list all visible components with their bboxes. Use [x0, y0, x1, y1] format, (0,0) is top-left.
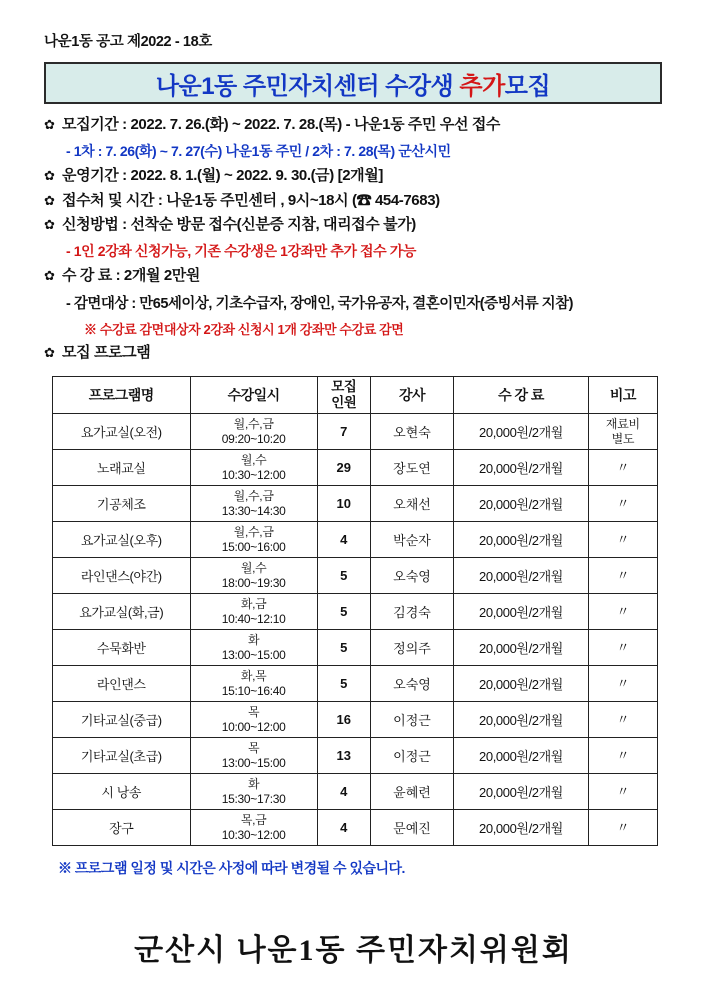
table-row — [53, 594, 658, 630]
cell-time — [190, 738, 317, 774]
cell-hours: 18:00~19:30 — [221, 575, 286, 590]
header-capacity-line1: 모집 — [331, 379, 357, 395]
table-row — [53, 702, 658, 738]
cell-time — [190, 630, 317, 666]
cell-days: 화 — [248, 632, 260, 647]
cell-hours: 10:40~12:10 — [221, 611, 286, 626]
cell-time — [190, 558, 317, 594]
cell-capacity: 29 — [317, 450, 370, 486]
cell-capacity: 4 — [317, 522, 370, 558]
cell-teacher: 오현숙 — [370, 414, 454, 450]
cell-teacher: 김경숙 — [370, 594, 454, 630]
cell-program-name: 시 낭송 — [53, 774, 191, 810]
cell-note: 〃 — [588, 594, 657, 630]
item-programs-text: 모집 프로그램 — [62, 343, 151, 361]
footnote: ※ 프로그램 일정 및 시간은 사정에 따라 변경될 수 있습니다. — [58, 860, 405, 876]
cell-days: 월,수,금 — [233, 488, 274, 503]
flower-bullet-icon: ✿ — [44, 217, 55, 233]
cell-note-line2: 별도 — [611, 431, 635, 446]
cell-program-name: 수묵화반 — [53, 630, 191, 666]
item-reception-place-text: 접수처 및 시간 : 나운1동 주민센터 , 9시~18시 (☎ 454-7683) — [62, 191, 440, 209]
discount-note: ※ 수강료 감면대상자 2강좌 신청시 1개 강좌만 수강료 감면 — [84, 321, 404, 337]
cell-fee: 20,000원/2개월 — [454, 774, 588, 810]
flower-bullet-icon: ✿ — [44, 344, 55, 360]
cell-fee: 20,000원/2개월 — [454, 558, 588, 594]
cell-days: 목,금 — [240, 812, 267, 827]
item-recruit-period-text: 모집기간 : 2022. 7. 26.(화) ~ 2022. 7. 28.(목) - 나운1동 주민 우선 접수 — [62, 116, 500, 133]
cell-teacher: 오숙영 — [370, 558, 454, 594]
cell-capacity: 13 — [317, 738, 370, 774]
flower-bullet-icon: ✿ — [44, 268, 55, 283]
cell-program-name: 요가교실(화,금) — [53, 594, 191, 630]
header-time: 수강일시 — [190, 377, 317, 414]
title-banner — [44, 62, 662, 104]
cell-note: 〃 — [588, 810, 657, 846]
cell-hours: 10:00~12:00 — [221, 719, 286, 734]
cell-hours: 13:30~14:30 — [221, 503, 286, 518]
cell-note: 〃 — [588, 522, 657, 558]
cell-note: 〃 — [588, 450, 657, 486]
item-apply-method-text: 신청방법 : 선착순 방문 접수(신분증 지참, 대리접수 불가) — [62, 216, 416, 234]
cell-hours: 15:10~16:40 — [221, 683, 286, 698]
table-row — [53, 522, 658, 558]
cell-note-line1: 재료비 — [605, 417, 640, 432]
cell-fee: 20,000원/2개월 — [454, 630, 588, 666]
cell-teacher: 박순자 — [370, 522, 454, 558]
cell-days: 목 — [248, 704, 260, 719]
header-program-name: 프로그램명 — [53, 377, 191, 414]
cell-days: 월,수,금 — [233, 416, 274, 431]
cell-time — [190, 594, 317, 630]
cell-teacher: 오채선 — [370, 486, 454, 522]
table-row — [53, 450, 658, 486]
header-capacity-line2: 인원 — [331, 395, 357, 410]
cell-hours: 13:00~15:00 — [221, 755, 286, 770]
item-recruit-period — [44, 116, 674, 135]
cell-hours: 10:30~12:00 — [221, 467, 286, 482]
flower-bullet-icon: ✿ — [44, 117, 55, 132]
flower-bullet-icon: ✿ — [44, 192, 55, 208]
body-content — [44, 116, 674, 369]
title-highlight: 추가 — [459, 72, 505, 100]
cell-capacity: 5 — [317, 558, 370, 594]
table-header-row — [53, 377, 658, 414]
cell-time — [190, 450, 317, 486]
table-row — [53, 738, 658, 774]
cell-note: 〃 — [588, 630, 657, 666]
item-reception-place — [44, 192, 674, 211]
cell-fee: 20,000원/2개월 — [454, 738, 588, 774]
cell-hours: 15:30~17:30 — [221, 791, 286, 806]
cell-days: 목 — [248, 740, 260, 755]
cell-fee: 20,000원/2개월 — [454, 414, 588, 450]
cell-program-name: 기타교실(초급) — [53, 738, 191, 774]
item-operation-period-text: 운영기간 : 2022. 8. 1.(월) ~ 2022. 9. 30.(금) [2개월] — [62, 166, 383, 184]
table-row — [53, 666, 658, 702]
page-title — [156, 66, 550, 101]
apply-method-detail: - 1인 2강좌 신청가능, 기존 수강생은 1강좌만 추가 접수 가능 — [66, 243, 417, 259]
cell-teacher: 이정근 — [370, 738, 454, 774]
cell-days: 화 — [248, 776, 260, 791]
cell-time — [190, 774, 317, 810]
item-fee-text: 수 강 료 : 2개월 2만원 — [62, 267, 200, 284]
cell-note: 〃 — [588, 702, 657, 738]
cell-time — [190, 486, 317, 522]
cell-fee: 20,000원/2개월 — [454, 666, 588, 702]
table-row — [53, 414, 658, 450]
cell-program-name: 노래교실 — [53, 450, 191, 486]
discount-target-detail: - 감면대상 : 만65세이상, 기초수급자, 장애인, 국가유공자, 결혼이민자(증빙서류 지참) — [66, 295, 574, 312]
title-main-before: 나운1동 주민자치센터 수강생 — [155, 72, 460, 100]
cell-program-name: 라인댄스(야간) — [53, 558, 191, 594]
cell-capacity: 10 — [317, 486, 370, 522]
table-row — [53, 810, 658, 846]
table-row — [53, 774, 658, 810]
cell-capacity: 5 — [317, 666, 370, 702]
cell-capacity: 4 — [317, 810, 370, 846]
cell-teacher: 장도연 — [370, 450, 454, 486]
cell-note: 〃 — [588, 774, 657, 810]
cell-fee: 20,000원/2개월 — [454, 702, 588, 738]
cell-note — [588, 414, 657, 450]
cell-note: 〃 — [588, 486, 657, 522]
header-fee: 수 강 료 — [454, 377, 588, 414]
item-programs — [44, 344, 674, 363]
cell-days: 화,목 — [240, 668, 267, 683]
cell-teacher: 문예진 — [370, 810, 454, 846]
cell-capacity: 5 — [317, 594, 370, 630]
table-row — [53, 558, 658, 594]
cell-fee: 20,000원/2개월 — [454, 450, 588, 486]
organization-name: 군산시 나운1동 주민자치위원회 — [134, 934, 573, 967]
table-row — [53, 630, 658, 666]
cell-capacity: 7 — [317, 414, 370, 450]
cell-hours: 09:20~10:20 — [221, 431, 286, 446]
cell-program-name: 장구 — [53, 810, 191, 846]
header-note: 비고 — [588, 377, 657, 414]
item-apply-method — [44, 216, 674, 235]
cell-teacher: 정의주 — [370, 630, 454, 666]
cell-capacity: 16 — [317, 702, 370, 738]
cell-days: 월,수 — [240, 452, 267, 467]
item-fee — [44, 267, 674, 286]
header-capacity — [317, 377, 370, 414]
cell-teacher: 윤혜련 — [370, 774, 454, 810]
cell-days: 화,금 — [240, 596, 267, 611]
recruit-period-detail: - 1차 : 7. 26(화) ~ 7. 27(수) 나운1동 주민 / 2차 : 7. 28(목) 군산시민 — [66, 142, 451, 159]
flower-bullet-icon: ✿ — [44, 167, 55, 183]
cell-hours: 15:00~16:00 — [221, 539, 286, 554]
cell-program-name: 기공체조 — [53, 486, 191, 522]
cell-note: 〃 — [588, 666, 657, 702]
cell-time — [190, 702, 317, 738]
cell-teacher: 오숙영 — [370, 666, 454, 702]
cell-fee: 20,000원/2개월 — [454, 522, 588, 558]
table-row — [53, 486, 658, 522]
title-main-after: 모집 — [504, 72, 551, 100]
header-teacher: 강사 — [370, 377, 454, 414]
cell-fee: 20,000원/2개월 — [454, 486, 588, 522]
cell-time — [190, 522, 317, 558]
notice-number: 나운1동 공고 제2022 - 18호 — [44, 34, 212, 50]
cell-program-name: 요가교실(오전) — [53, 414, 191, 450]
cell-time — [190, 414, 317, 450]
cell-days: 월,수,금 — [233, 524, 274, 539]
cell-capacity: 4 — [317, 774, 370, 810]
program-schedule-table — [52, 376, 658, 846]
cell-program-name: 라인댄스 — [53, 666, 191, 702]
cell-program-name: 기타교실(중급) — [53, 702, 191, 738]
cell-time — [190, 666, 317, 702]
cell-fee: 20,000원/2개월 — [454, 594, 588, 630]
cell-hours: 13:00~15:00 — [221, 647, 286, 662]
cell-note: 〃 — [588, 738, 657, 774]
cell-capacity: 5 — [317, 630, 370, 666]
cell-hours: 10:30~12:00 — [221, 827, 286, 842]
cell-fee: 20,000원/2개월 — [454, 810, 588, 846]
item-operation-period — [44, 167, 674, 186]
cell-teacher: 이정근 — [370, 702, 454, 738]
cell-time — [190, 810, 317, 846]
cell-note: 〃 — [588, 558, 657, 594]
cell-program-name: 요가교실(오후) — [53, 522, 191, 558]
cell-days: 월,수 — [240, 560, 267, 575]
